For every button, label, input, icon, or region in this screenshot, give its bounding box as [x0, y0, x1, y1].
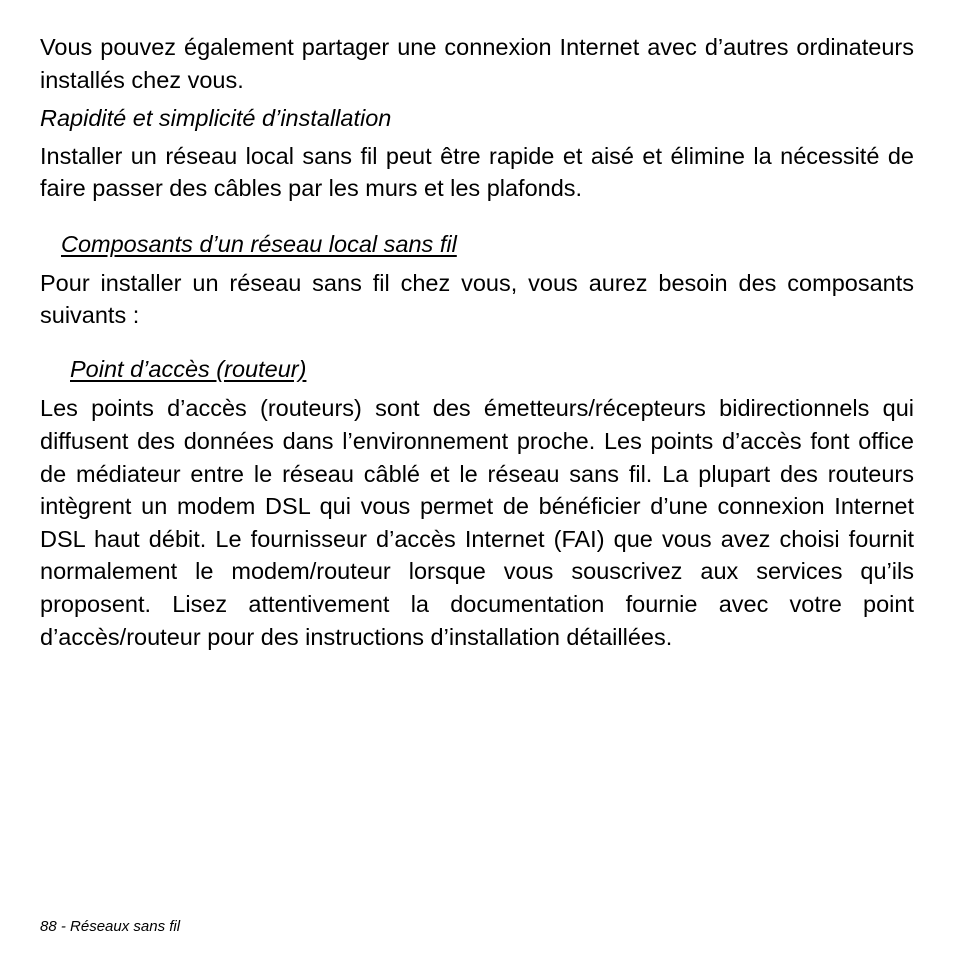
page-footer: 88 - Réseaux sans fil — [40, 918, 181, 935]
components-paragraph: Pour installer un réseau sans fil chez vous, vous aurez besoin des composants suivants : — [40, 269, 914, 329]
document-page — [40, 31, 914, 653]
access-point-paragraph: Les points d’accès (routeurs) sont des émetteurs/récepteurs bidirectionnels qui diffusent des données dans l’environnement proche. Les points d’accès font office de médiateur entre le réseau câblé et le réseau sans fil. La plupart des routeurs intègrent un modem DSL qui vous permet de bénéficier d’une connexion Internet DSL haut débit. Le fournisseur d’accès Internet (FAI) que vous avez choisi fournit normalement le modem/routeur lorsque vous souscrivez aux services qu’ils proposent. Lisez attentivement la documentation fournie avec votre point d’accès/routeur pour des instructions d’installation détaillées. — [40, 395, 914, 650]
section-heading-components: Composants d’un réseau local sans fil — [61, 230, 457, 257]
subheading-installation: Rapidité et simplicité d’installation — [40, 105, 392, 132]
section-heading-access-point: Point d’accès (routeur) — [70, 355, 307, 382]
installation-paragraph: Installer un réseau local sans fil peut être rapide et aisé et élimine la nécessité de faire passer des câbles par les murs et les plafonds. — [40, 142, 914, 202]
intro-paragraph: Vous pouvez également partager une connexion Internet avec d’autres ordinateurs installés chez vous. — [40, 34, 914, 93]
